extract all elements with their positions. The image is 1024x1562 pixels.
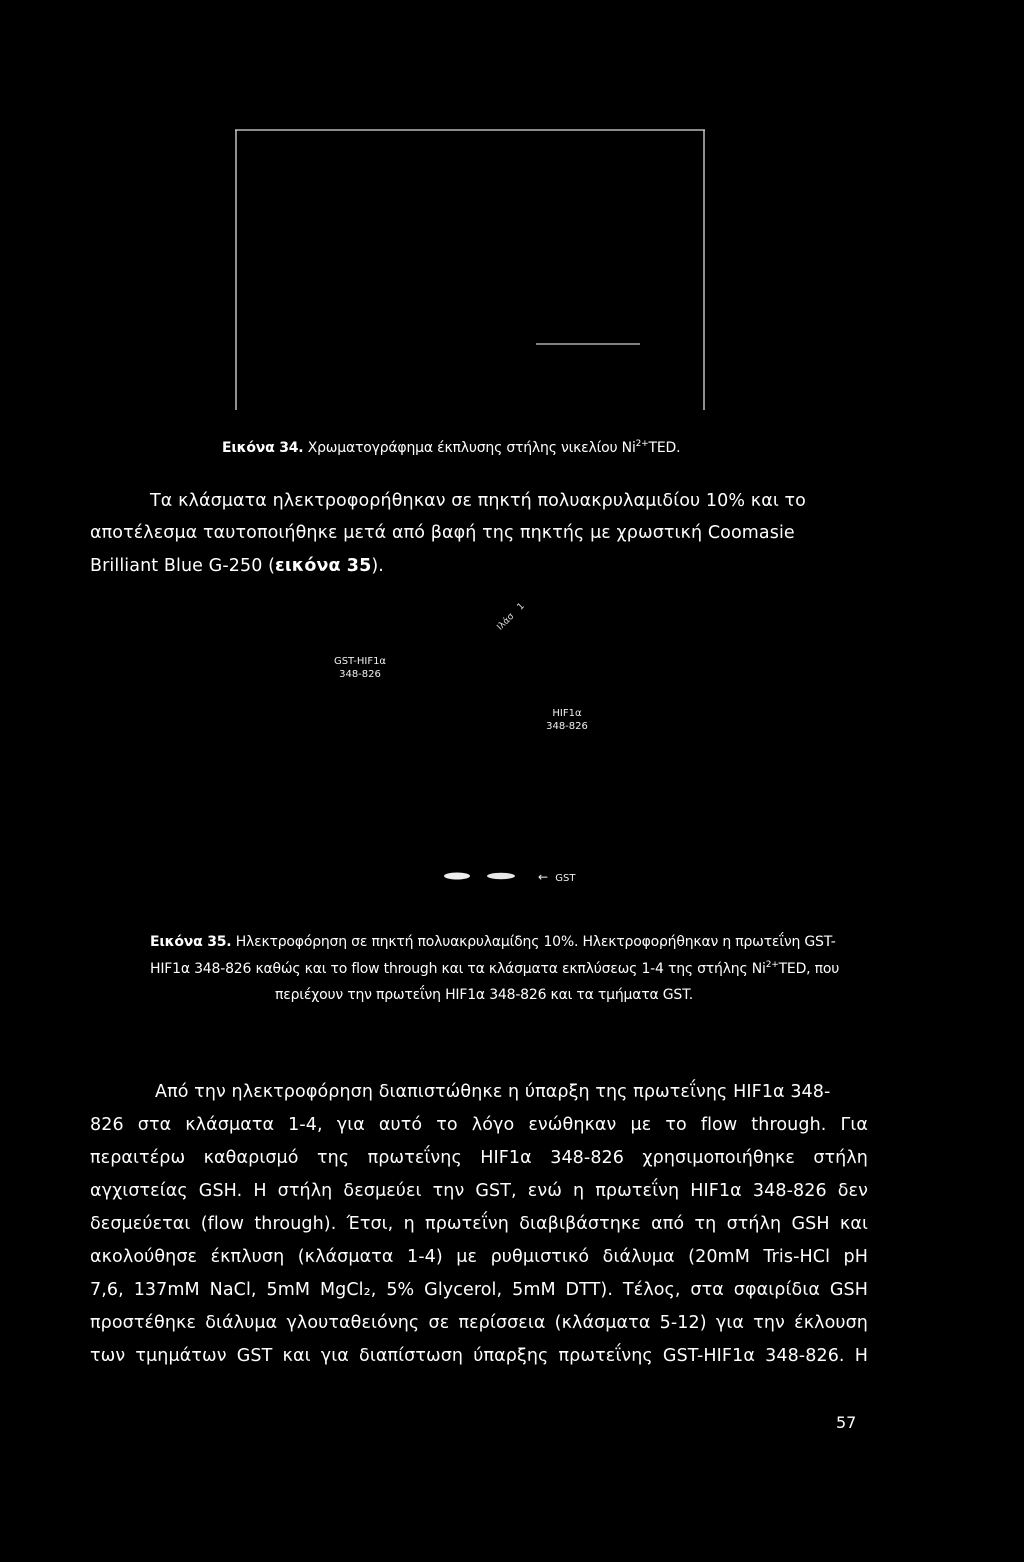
- figure-35-caption-line-1: Εικόνα 35. Ηλεκτροφόρηση σε πηκτή πολυακρυλαμίδης 10%. Ηλεκτροφορήθηκαν η πρωτεΐνη GST-: [150, 934, 836, 950]
- body-line-6: ακολούθησε έκπλυση (κλάσματα 1-4) με ρυθμιστικό διάλυμα (20mM Tris-HCl pH: [90, 1247, 868, 1267]
- label-hif1a: HIF1α 348-826: [546, 708, 588, 732]
- body-line-5: δεσμεύεται (flow through). Έτσι, η πρωτεΐνη διαβιβάστηκε από τη στήλη GSH και: [90, 1214, 868, 1234]
- intro-line-3: Brilliant Blue G-250 (εικόνα 35).: [90, 556, 384, 576]
- label-gst: ← GST: [538, 870, 576, 884]
- figure-35-caption-line-2: HIF1α 348-826 καθώς και το flow through και τα κλάσματα εκπλύσεως 1-4 της στήλης $Ni^{2+}TED$, που: [150, 960, 840, 977]
- body-line-4: αγχιστείας GSH. Η στήλη δεσμεύει την GST, ενώ η πρωτεΐνη HIF1α 348-826 δεν: [90, 1181, 868, 1201]
- body-line-2: 826 στα κλάσματα 1-4, για αυτό το λόγο ενώθηκαν με το flow through. Για: [90, 1115, 868, 1135]
- figure-35-label: Εικόνα 35.: [150, 934, 232, 950]
- label-gst-hif1a: GST-HIF1α 348-826: [333, 656, 387, 680]
- lane-labels: Ιλάσ 1: [495, 601, 527, 633]
- chromatogram-frame: [234, 128, 706, 410]
- body-line-7: 7,6, 137mM NaCl, 5mM MgCl₂, 5% Glycerol, 5mM DTT). Τέλος, στα σφαιρίδια GSH: [90, 1280, 868, 1300]
- arrow-icon: ←: [538, 870, 549, 884]
- body-line-9: των τμημάτων GST και για διαπίστωση ύπαρξης πρωτεΐνης GST-HIF1α 348-826. Η: [90, 1346, 868, 1366]
- intro-line-1: Τα κλάσματα ηλεκτροφορήθηκαν σε πηκτή πολυακρυλαμιδίου 10% και το: [150, 491, 806, 511]
- intro-line-2: αποτέλεσμα ταυτοποιήθηκε μετά από βαφή της πηκτής με χρωστική Coomasie: [90, 523, 795, 543]
- figure-34-label: Εικόνα 34.: [222, 440, 304, 456]
- body-line-1: Από την ηλεκτροφόρηση διαπιστώθηκε η ύπαρξη της πρωτεΐνης HIF1α 348-: [155, 1082, 831, 1102]
- page-number: 57: [836, 1413, 857, 1432]
- gst-band-lane-1: [444, 873, 470, 880]
- gst-band-lane-2: [487, 873, 515, 879]
- chromatogram-figure: [234, 128, 706, 410]
- body-line-8: προστέθηκε διάλυμα γλουταθειόνης σε περίσσεια (κλάσματα 5-12) για την έκλουση: [90, 1313, 868, 1333]
- body-line-3: περαιτέρω καθαρισμό της πρωτεΐνης HIF1α 348-826 χρησιμοποιήθηκε στήλη: [90, 1148, 868, 1168]
- figure-35-caption-line-3: περιέχουν την πρωτεΐνη HIF1α 348-826 και τα τμήματα GST.: [275, 987, 694, 1003]
- figure-34-caption: Εικόνα 34. Χρωματογράφημα έκπλυσης στήλης νικελίου $Ni^{2+}TED$.: [222, 439, 681, 456]
- gel-bands: [440, 868, 540, 888]
